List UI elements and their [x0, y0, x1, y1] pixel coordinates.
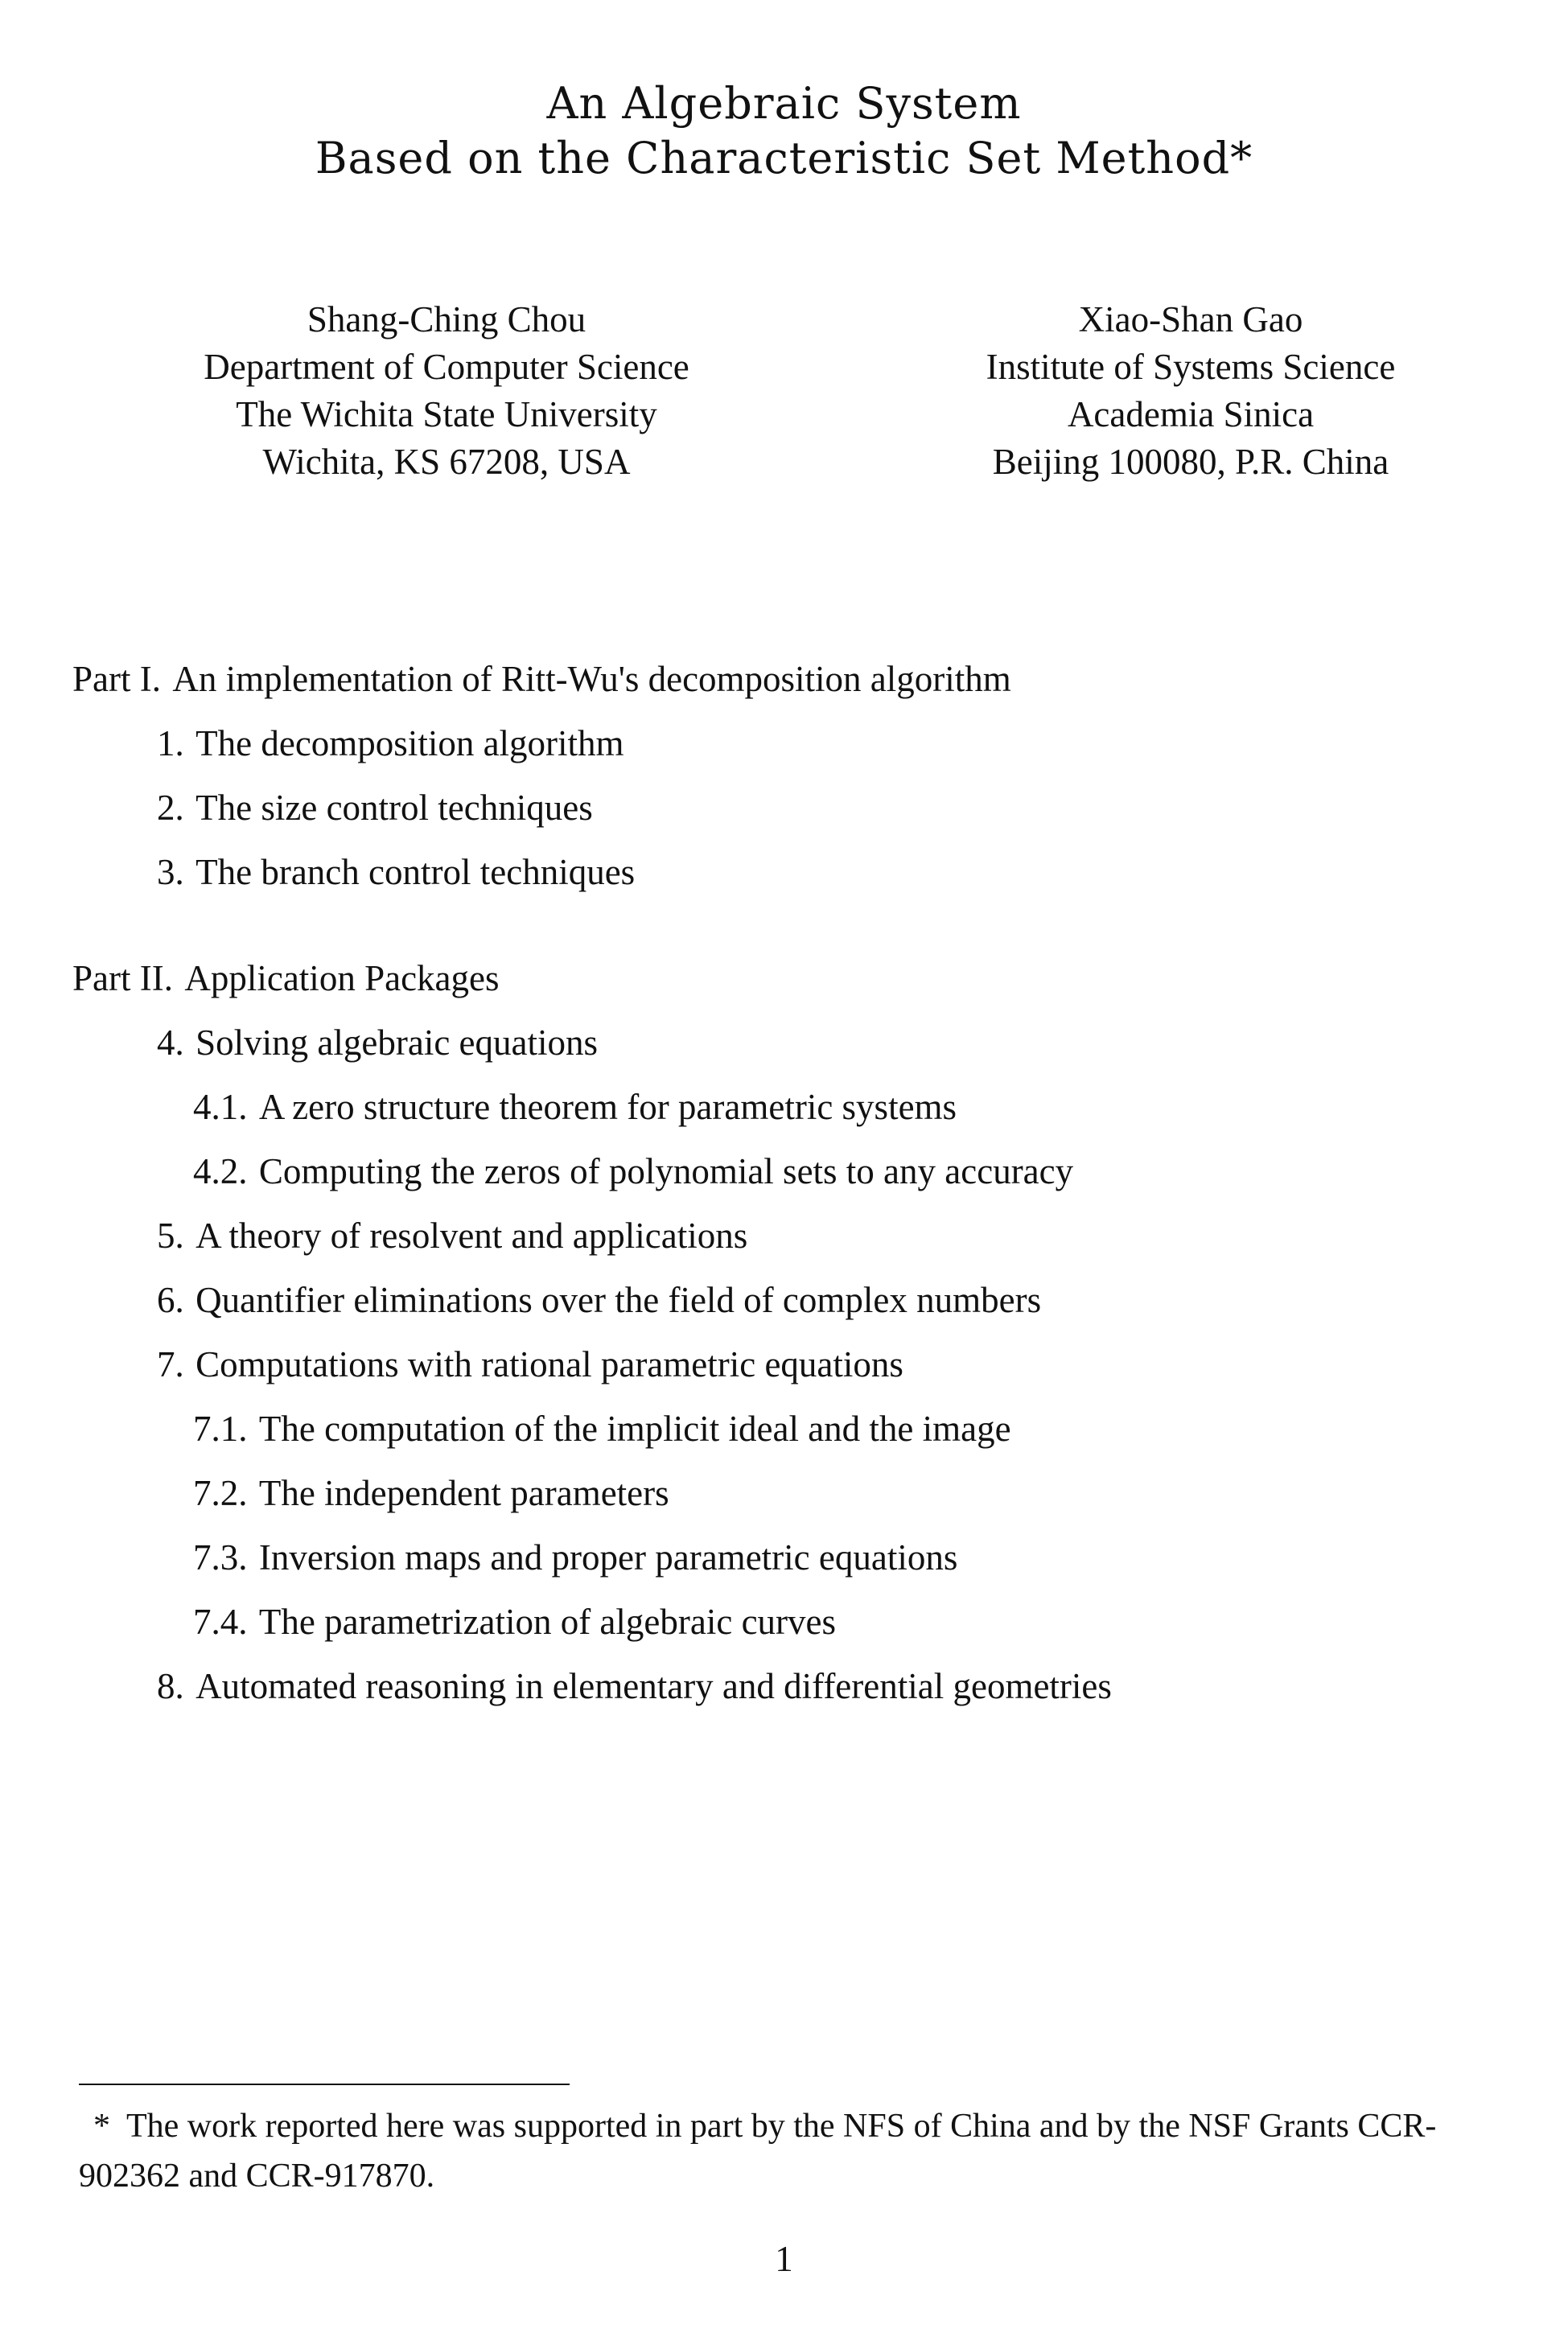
- author-organization: The Wichita State University: [236, 394, 657, 434]
- toc-item-text: Solving algebraic equations: [195, 1022, 599, 1063]
- toc-part-label: Part I.: [72, 659, 161, 699]
- author-organization: Academia Sinica: [1067, 394, 1315, 434]
- toc-item: [157, 1215, 747, 1257]
- toc-subitem: [193, 1408, 1011, 1450]
- author-department: Institute of Systems Science: [986, 347, 1396, 387]
- author-name: Shang-Ching Chou: [307, 299, 586, 339]
- toc-item: [157, 1343, 903, 1385]
- toc-part-heading: [72, 957, 500, 999]
- toc-item-number: 7.3.: [193, 1537, 248, 1578]
- toc-subitem: [193, 1086, 957, 1128]
- footnote: [79, 2101, 1495, 2201]
- toc-item-number: 4.: [157, 1022, 184, 1063]
- toc-item-text: Computations with rational parametric equations: [195, 1344, 903, 1384]
- toc-item-text: Inversion maps and proper parametric equations: [258, 1537, 958, 1578]
- toc-item-text: A zero structure theorem for parametric systems: [258, 1087, 957, 1127]
- toc-part-label: Part II.: [72, 958, 173, 998]
- toc-item-text: A theory of resolvent and applications: [195, 1216, 748, 1256]
- toc-part-title: An implementation of Ritt-Wu's decomposition algorithm: [172, 659, 1011, 699]
- page-number: 1: [775, 2239, 793, 2279]
- footnote-text: The work reported here was supported in part by the NFS of China and by the NSF Grants CCR-902362 and CCR-917870.: [79, 2108, 1437, 2195]
- author-block-2: [869, 296, 1512, 486]
- toc-item-text: Computing the zeros of polynomial sets to any accuracy: [258, 1151, 1074, 1191]
- toc-item-text: The computation of the implicit ideal and the image: [258, 1409, 1011, 1449]
- title-line-2: Based on the Characteristic Set Method*: [315, 133, 1253, 183]
- toc-item: [157, 851, 635, 893]
- paper-title: [0, 76, 1568, 186]
- toc-item: [157, 722, 624, 764]
- author-department: Department of Computer Science: [204, 347, 689, 387]
- toc-item-text: Quantifier eliminations over the field of complex numbers: [195, 1280, 1042, 1320]
- author-block-1: [125, 296, 768, 486]
- toc-item: [157, 787, 593, 829]
- toc-subitem: [193, 1472, 669, 1514]
- footnote-rule: [79, 2084, 570, 2085]
- toc-item-number: 7.2.: [193, 1473, 248, 1513]
- toc-item-text: The parametrization of algebraic curves: [258, 1602, 837, 1642]
- toc-item: [157, 1022, 598, 1063]
- toc-item-number: 7.: [157, 1344, 184, 1384]
- toc-item-number: 5.: [157, 1216, 184, 1256]
- toc-subitem: [193, 1150, 1073, 1192]
- toc-part-title: Application Packages: [184, 958, 500, 998]
- toc-item-number: 4.2.: [193, 1151, 248, 1191]
- toc-item-number: 1.: [157, 723, 184, 763]
- toc-subitem: [193, 1537, 957, 1578]
- author-address: Wichita, KS 67208, USA: [262, 442, 631, 482]
- toc-item-number: 6.: [157, 1280, 184, 1320]
- toc-item-number: 2.: [157, 788, 184, 828]
- toc-item-text: The size control techniques: [195, 788, 593, 828]
- author-name: Xiao-Shan Gao: [1078, 299, 1303, 339]
- toc-item-text: The decomposition algorithm: [195, 723, 624, 763]
- toc-item-text: The independent parameters: [258, 1473, 669, 1513]
- toc-item-number: 7.4.: [193, 1602, 248, 1642]
- toc-item: [157, 1279, 1041, 1321]
- footnote-marker: *: [93, 2108, 110, 2145]
- toc-item: [157, 1665, 1112, 1707]
- toc-item-text: Automated reasoning in elementary and differential geometries: [195, 1666, 1112, 1706]
- author-address: Beijing 100080, P.R. China: [992, 442, 1389, 482]
- toc-item-number: 7.1.: [193, 1409, 248, 1449]
- toc-item-text: The branch control techniques: [195, 852, 636, 892]
- title-line-1: An Algebraic System: [546, 78, 1022, 129]
- toc-item-number: 8.: [157, 1666, 184, 1706]
- toc-item-number: 4.1.: [193, 1087, 248, 1127]
- toc-subitem: [193, 1601, 836, 1643]
- toc-part-heading: [72, 658, 1011, 700]
- toc-item-number: 3.: [157, 852, 184, 892]
